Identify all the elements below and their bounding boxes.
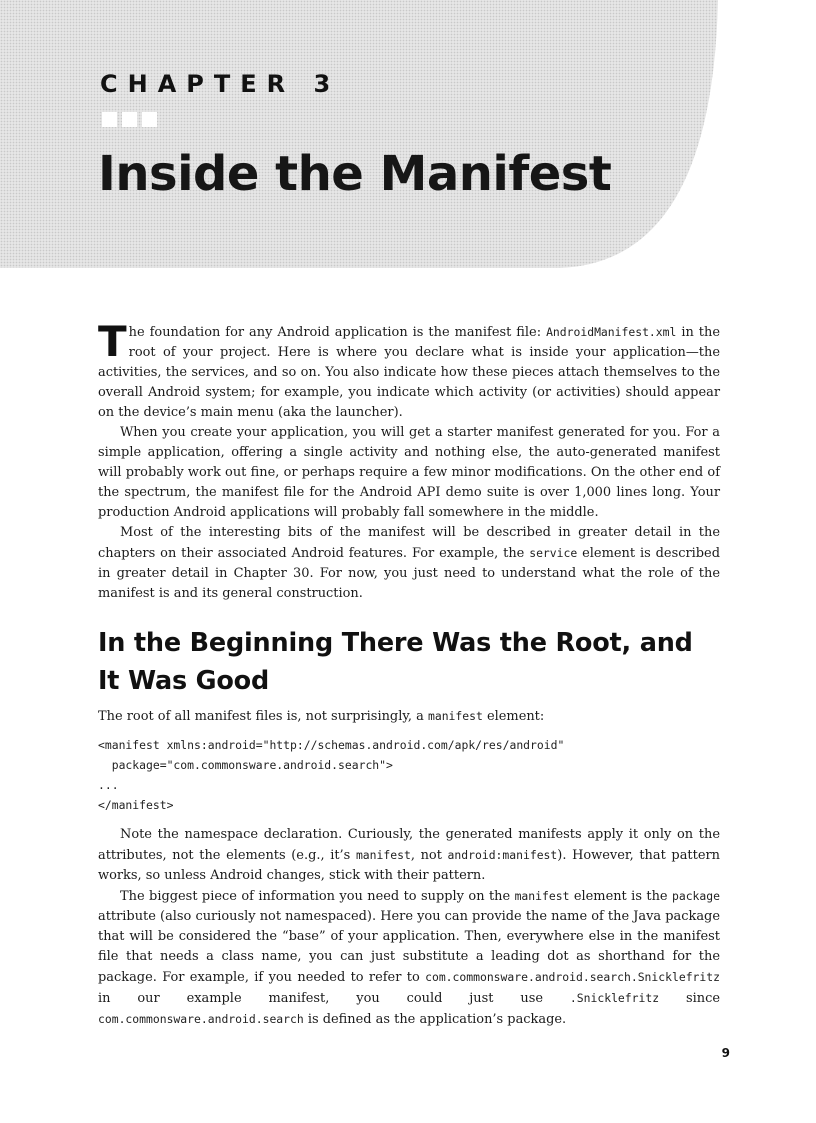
section-paragraph-1: The root of all manifest files is, not surprisingly, a manifest element: [98,709,545,724]
inline-code: android:manifest [447,848,558,862]
page-number: 9 [721,1046,730,1060]
inline-code: AndroidManifest.xml [546,325,677,339]
inline-code: com.commonsware.android.search [98,1012,304,1026]
intro-paragraph-2: When you create your application, you will get a starter manifest generated for you. For a simple application, offering a single activity and nothing else, the auto-generated manifest will probably work out fine, or perhaps require a few minor modifications. On the other end of the spectrum, the manifest file for the Android API demo suite is over 1,000 lines long. Your production Android applications will probably fall somewhere in the middle. [98,425,720,520]
ornament-square [122,112,137,127]
intro-paragraph-1: The foundation for any Android application is the manifest file: AndroidManifest.xml in the root of your project. Here is where you declare what is inside your application—the activities, the services, and so on. You also indicate how these pieces attach themselves to the overall Android system; for example, you indicate which activity (or activities) should appear on the device’s main menu (aka the launcher). [98,317,720,420]
drop-cap: T [98,317,127,366]
page-content [98,317,721,1030]
section-paragraph-3: The biggest piece of information you need to supply on the manifest element is the package attribute (also curiously not namespaced). Here you can provide the name of the Java package that will be considered the “base” of your application. Then, everywhere else in the manifest file that needs a class name, you can just substitute a leading dot as shorthand for the package. For example, if you needed to refer to com.commonsware.android.search.Snicklefritz in our example manifest, you could just use .Snicklefritz since com.commonsware.android.search is defined as the application’s package. [98,889,720,1027]
inline-code: package [671,889,720,903]
inline-code: manifest [514,889,570,903]
chapter-title: Inside the Manifest [98,146,612,202]
inline-code: .Snicklefritz [569,991,660,1005]
intro-paragraph-3: Most of the interesting bits of the manifest will be described in greater detail in the chapters on their associated Android features. For example, the service element is described in greater detail in Chapter 30. For now, you just need to understand what the role of the manifest is and its general construction. [98,525,720,601]
inline-code: manifest [427,709,483,723]
banner-curve-shape [0,0,816,272]
section-paragraph-2: Note the namespace declaration. Curiously, the generated manifests apply it only on the attributes, not the elements (e.g., it’s manifest, not android:manifest). However, that pattern works, so unless Android changes, stick with their pattern. [98,827,721,883]
ornament-square [102,112,117,127]
inline-code: service [529,546,578,560]
inline-code: com.commonsware.android.search.Snicklefritz [425,970,720,984]
inline-code: manifest [355,848,411,862]
chapter-label: CHAPTER 3 [100,70,341,98]
section-heading: In the Beginning There Was the Root, and It Was Good [98,628,693,696]
chapter-ornament [102,112,157,127]
ornament-square [142,112,157,127]
code-listing: <manifest xmlns:android="http://schemas.android.com/apk/res/android" package="com.commonsware.android.search"> ... </manifest> [98,738,565,812]
